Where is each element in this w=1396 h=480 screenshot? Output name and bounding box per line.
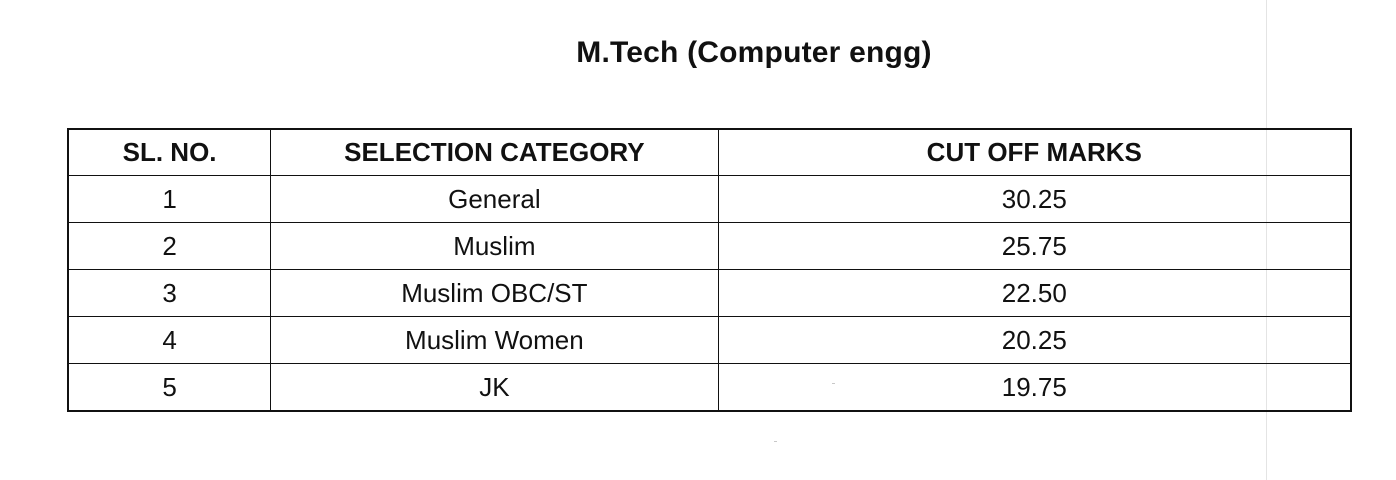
scan-speck bbox=[832, 383, 835, 384]
sl-no-cell: 1 bbox=[68, 176, 271, 223]
cut-off-cell: 30.25 bbox=[718, 176, 1351, 223]
column-header-selection-category: SELECTION CATEGORY bbox=[271, 129, 718, 176]
table-row bbox=[68, 270, 1351, 317]
category-cell: Muslim OBC/ST bbox=[271, 270, 718, 317]
cut-off-cell: 20.25 bbox=[718, 317, 1351, 364]
table-row bbox=[68, 176, 1351, 223]
sl-no-cell: 2 bbox=[68, 223, 271, 270]
category-cell: Muslim bbox=[271, 223, 718, 270]
document-title: M.Tech (Computer engg) bbox=[576, 36, 932, 69]
scan-speck bbox=[774, 441, 777, 442]
table-row bbox=[68, 317, 1351, 364]
table-header-row bbox=[68, 129, 1351, 176]
category-cell: Muslim Women bbox=[271, 317, 718, 364]
cut-off-cell: 22.50 bbox=[718, 270, 1351, 317]
column-header-cut-off-marks: CUT OFF MARKS bbox=[718, 129, 1351, 176]
table-row bbox=[68, 364, 1351, 412]
category-cell: General bbox=[271, 176, 718, 223]
table-row bbox=[68, 223, 1351, 270]
sl-no-cell: 4 bbox=[68, 317, 271, 364]
cut-off-cell: 25.75 bbox=[718, 223, 1351, 270]
cut-off-marks-table bbox=[67, 128, 1352, 412]
category-cell: JK bbox=[271, 364, 718, 412]
sl-no-cell: 5 bbox=[68, 364, 271, 412]
cut-off-cell: 19.75 bbox=[718, 364, 1351, 412]
column-header-sl-no: SL. NO. bbox=[68, 129, 271, 176]
sl-no-cell: 3 bbox=[68, 270, 271, 317]
